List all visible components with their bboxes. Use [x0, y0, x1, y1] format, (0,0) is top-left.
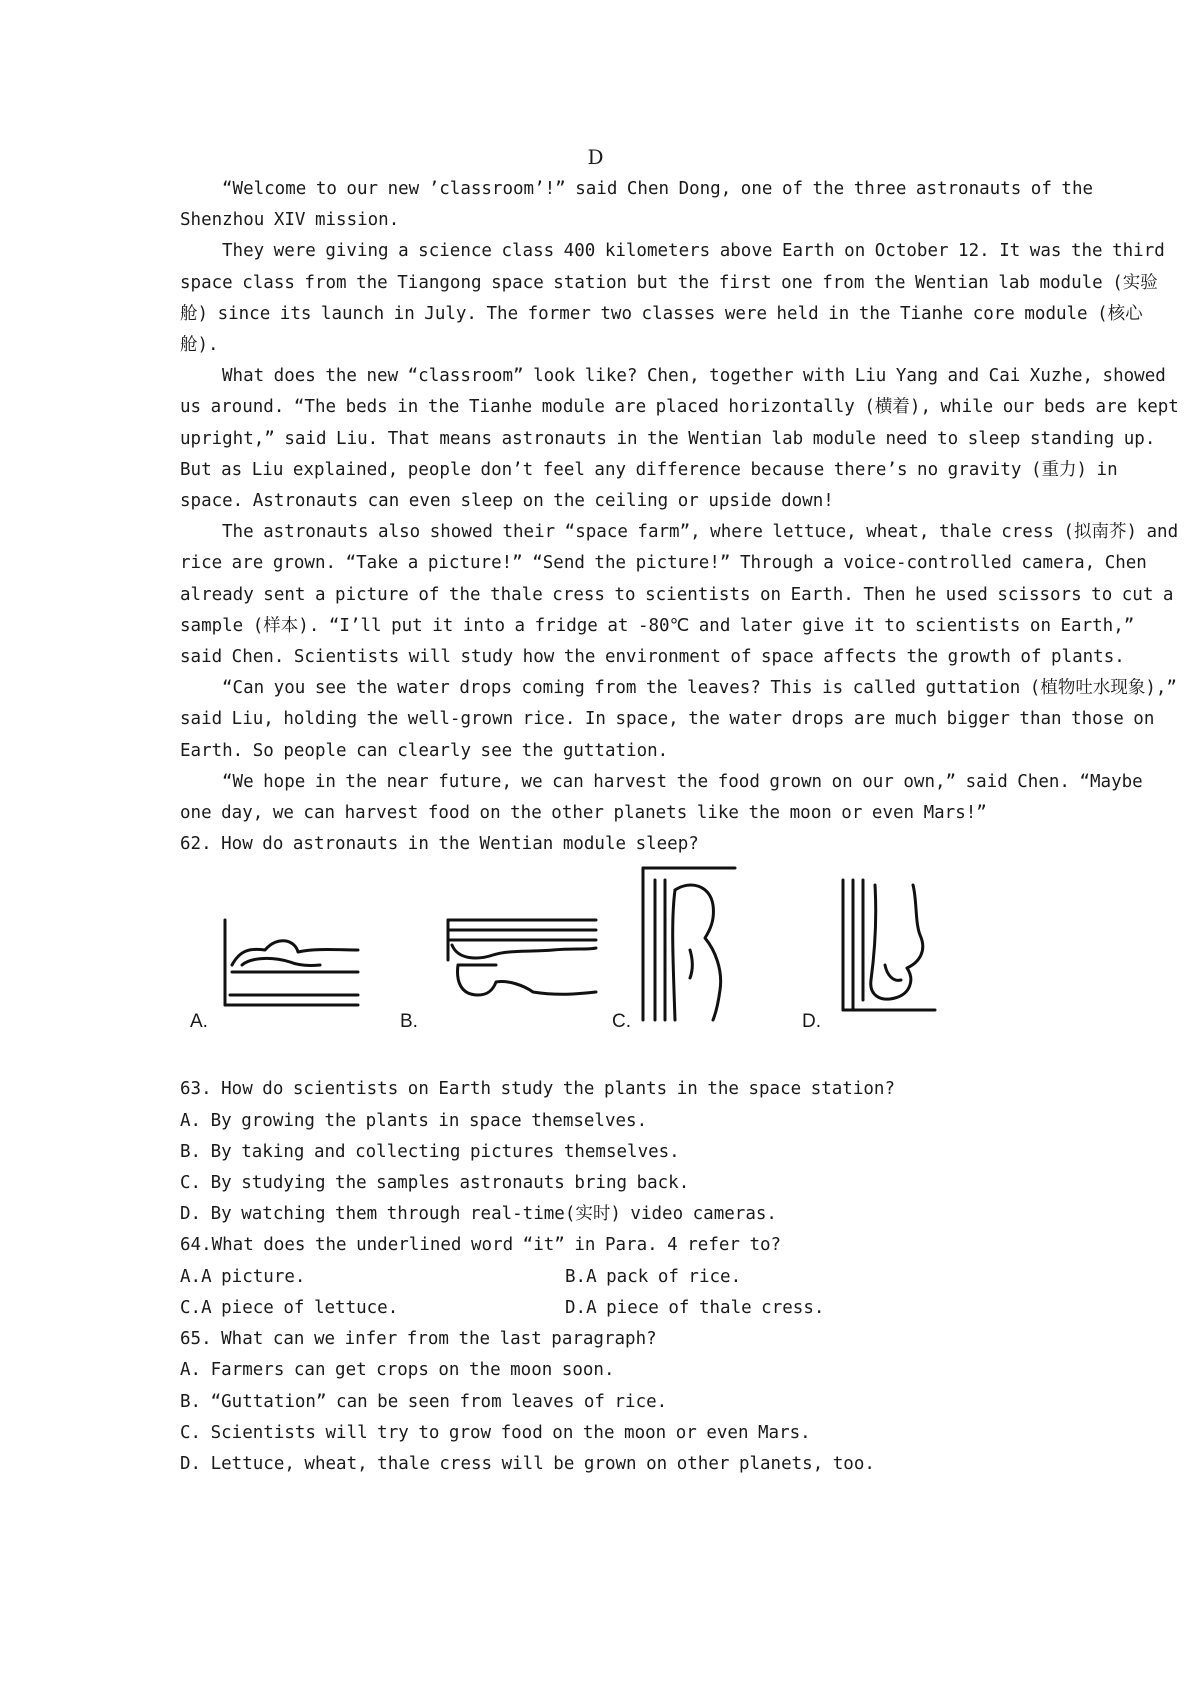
q63-option-b: B. By taking and collecting pictures themselves.: [180, 1141, 680, 1162]
q64-options-row-1: [180, 1262, 1180, 1293]
passage-paragraph-2: They were giving a science class 400 kilometers above Earth on October 12. It was the third space class from the Tiangong space station but the first one from the Wentian lab module (实验舱) since its launch in July. The former two classes were held in the Tianhe core module (核心舱).: [180, 241, 1165, 356]
picture-a-lying-bed: [220, 910, 360, 1020]
q63-option-a: A. By growing the plants in space themselves.: [180, 1110, 648, 1131]
question-63: 63. How do scientists on Earth study the plants in the space station?: [180, 1079, 895, 1100]
q65-option-d: D. Lettuce, wheat, thale cress will be grown on other planets, too.: [180, 1453, 875, 1474]
reading-text: [180, 174, 1180, 1480]
option-label-a: A.: [190, 1011, 208, 1033]
q64-option-a: A.A picture.: [180, 1266, 306, 1287]
picture-d-upside-down: [835, 870, 945, 1020]
sleep-pictures: [180, 860, 1180, 1074]
q64-options-row-2: [180, 1293, 1180, 1324]
q65-option-c: C. Scientists will try to grow food on the moon or even Mars.: [180, 1422, 811, 1443]
picture-b-lower-bunk: [438, 910, 598, 1020]
q64-option-d: D.A piece of thale cress.: [565, 1297, 825, 1318]
option-label-b: B.: [400, 1011, 418, 1033]
passage-paragraph-5: “Can you see the water drops coming from the leaves? This is called guttation (植物吐水现象),” said Liu, holding the well-grown rice. In space, the water drops are much bigger than those on Earth. So people can clearly see the guttation.: [180, 678, 1177, 761]
option-label-c: C.: [612, 1011, 631, 1033]
passage-paragraph-4: The astronauts also showed their “space farm”, where lettuce, wheat, thale cress (拟南芥) and rice are grown. “Take a picture!” “Send the picture!” Through a voice-controlled camera, Chen already sent a picture of the thale cress to scientists on Earth. Then he used scissors to cut a sample (样本). “I’ll put it into a fridge at -80℃ and later give it to scientists on Earth,” said Chen. Scientists will study how the environment of space affects the growth of plants.: [180, 522, 1179, 668]
q65-option-a: A. Farmers can get crops on the moon soon.: [180, 1360, 615, 1381]
option-label-d: D.: [802, 1011, 821, 1033]
q65-option-b: B. “Guttation” can be seen from leaves of rice.: [180, 1391, 668, 1412]
question-64: 64.What does the underlined word “it” in Para. 4 refer to?: [180, 1235, 782, 1256]
q63-option-c: C. By studying the samples astronauts bring back.: [180, 1173, 690, 1194]
question-65: 65. What can we infer from the last paragraph?: [180, 1329, 657, 1350]
picture-c-standing: [635, 860, 745, 1025]
section-letter: D: [587, 145, 604, 169]
q63-option-d: D. By watching them through real-time(实时) video cameras.: [180, 1204, 777, 1225]
q64-option-c: C.A piece of lettuce.: [180, 1297, 399, 1318]
q64-option-b: B.A pack of rice.: [565, 1266, 742, 1287]
passage-paragraph-1: “Welcome to our new ’classroom’!” said Chen Dong, one of the three astronauts of the Shenzhou XIV mission.: [180, 179, 1094, 231]
passage-paragraph-6: “We hope in the near future, we can harvest the food grown on our own,” said Chen. “Maybe one day, we can harvest food on the other planets like the moon or even Mars!”: [180, 771, 1143, 824]
question-62: 62. How do astronauts in the Wentian module sleep?: [180, 834, 699, 855]
passage-paragraph-3: What does the new “classroom” look like? Chen, together with Liu Yang and Cai Xuzhe, showed us around. “The beds in the Tianhe module are placed horizontally (横着), while our beds are kept upright,” said Liu. That means astronauts in the Wentian lab module need to sleep standing up. But as Liu explained, people don’t feel any difference because there’s no gravity (重力) in space. Astronauts can even sleep on the ceiling or upside down!: [180, 366, 1179, 512]
